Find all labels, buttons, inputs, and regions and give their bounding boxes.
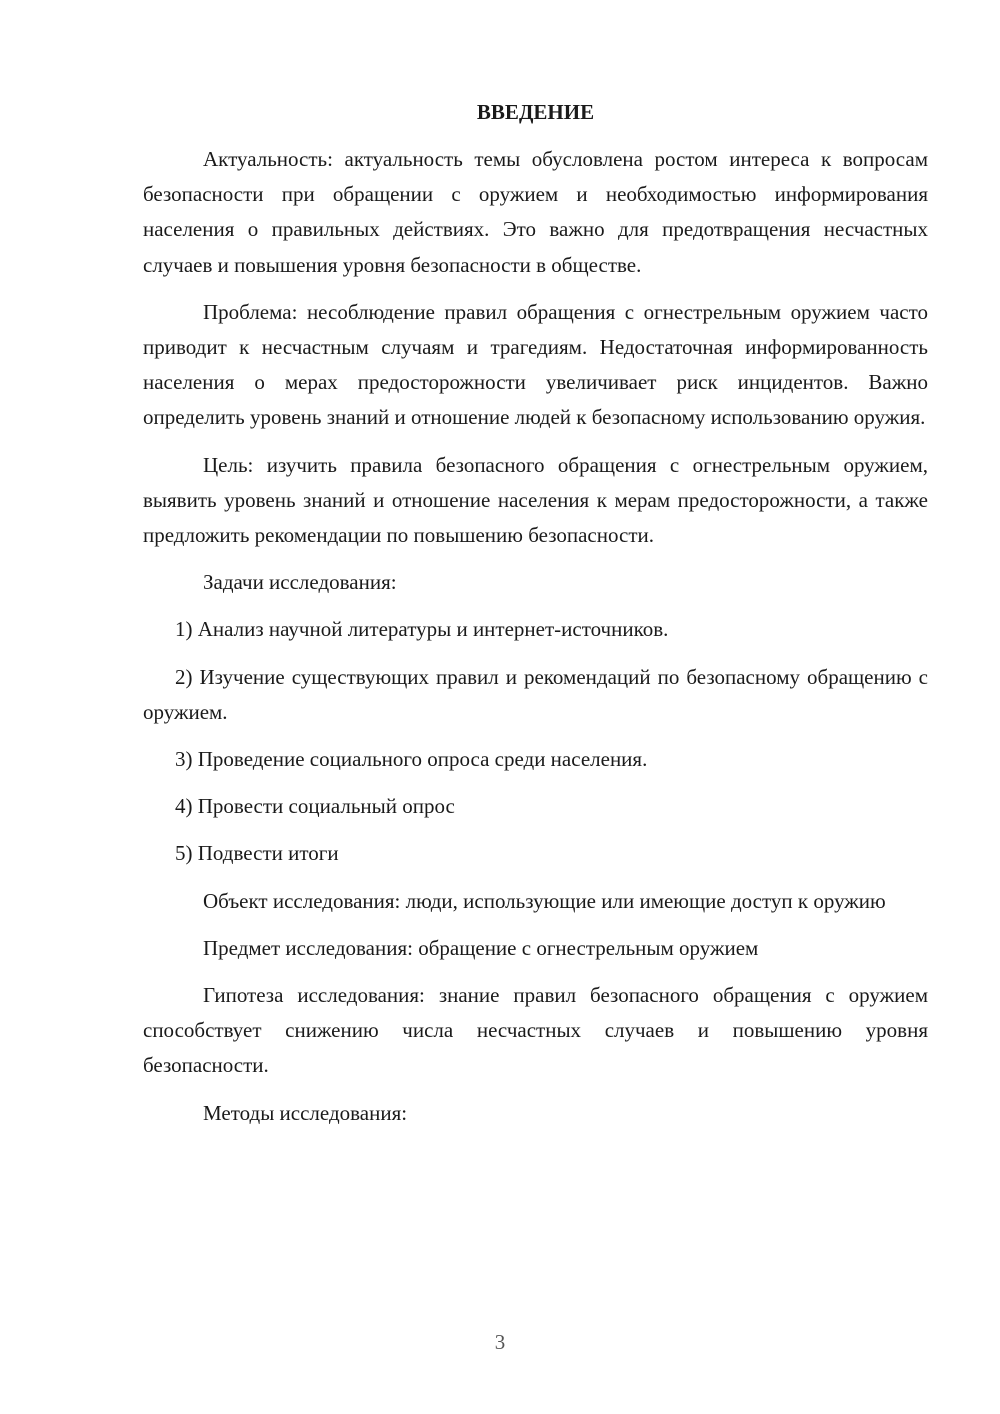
paragraph-tasks-heading: Задачи исследования: (203, 570, 397, 595)
task-item: 5) Подвести итоги (175, 841, 339, 866)
paragraph-relevance: Актуальность: актуальность темы обусловлена ростом интереса к вопросам безопасности при обращении с оружием и необходимостью информирования населения о правильных действиях. Это важно для предотвращения несчастных случаев и повышения уровня безопасности в обществе. (143, 147, 928, 277)
task-item: 3) Проведение социального опроса среди населения. (175, 747, 648, 772)
section-heading: ВВЕДЕНИЕ (476, 100, 595, 124)
task-item: 1) Анализ научной литературы и интернет-источников. (175, 617, 669, 642)
paragraph-methods: Методы исследования: (203, 1100, 408, 1125)
document-page (143, 95, 928, 1143)
paragraph-problem: Проблема: несоблюдение правил обращения с огнестрельным оружием часто приводит к несчастным случаям и трагедиям. Недостаточная информированность населения о мерах предосторожности увеличивает риск инцидентов. Важно определить уровень знаний и отношение людей к безопасному использованию оружия. (143, 299, 928, 430)
task-item: 4) Провести социальный опрос (175, 794, 455, 819)
paragraph-goal: Цель: изучить правила безопасного обращения с огнестрельным оружием, выявить уровень знаний и отношение населения к мерам предосторожности, а также предложить рекомендации по повышению безопасности. (143, 452, 928, 548)
paragraph-object: Объект исследования: люди, использующие или имеющие доступ к оружию (203, 888, 886, 913)
task-item: 2) Изучение существующих правил и рекомендаций по безопасному обращению с оружием. (143, 664, 928, 724)
paragraph-hypothesis: Гипотеза исследования: знание правил безопасного обращения с оружием способствует снижению числа несчастных случаев и повышению уровня безопасности. (143, 983, 928, 1078)
page-number: 3 (494, 1330, 506, 1354)
paragraph-subject: Предмет исследования: обращение с огнестрельным оружием (203, 935, 759, 960)
